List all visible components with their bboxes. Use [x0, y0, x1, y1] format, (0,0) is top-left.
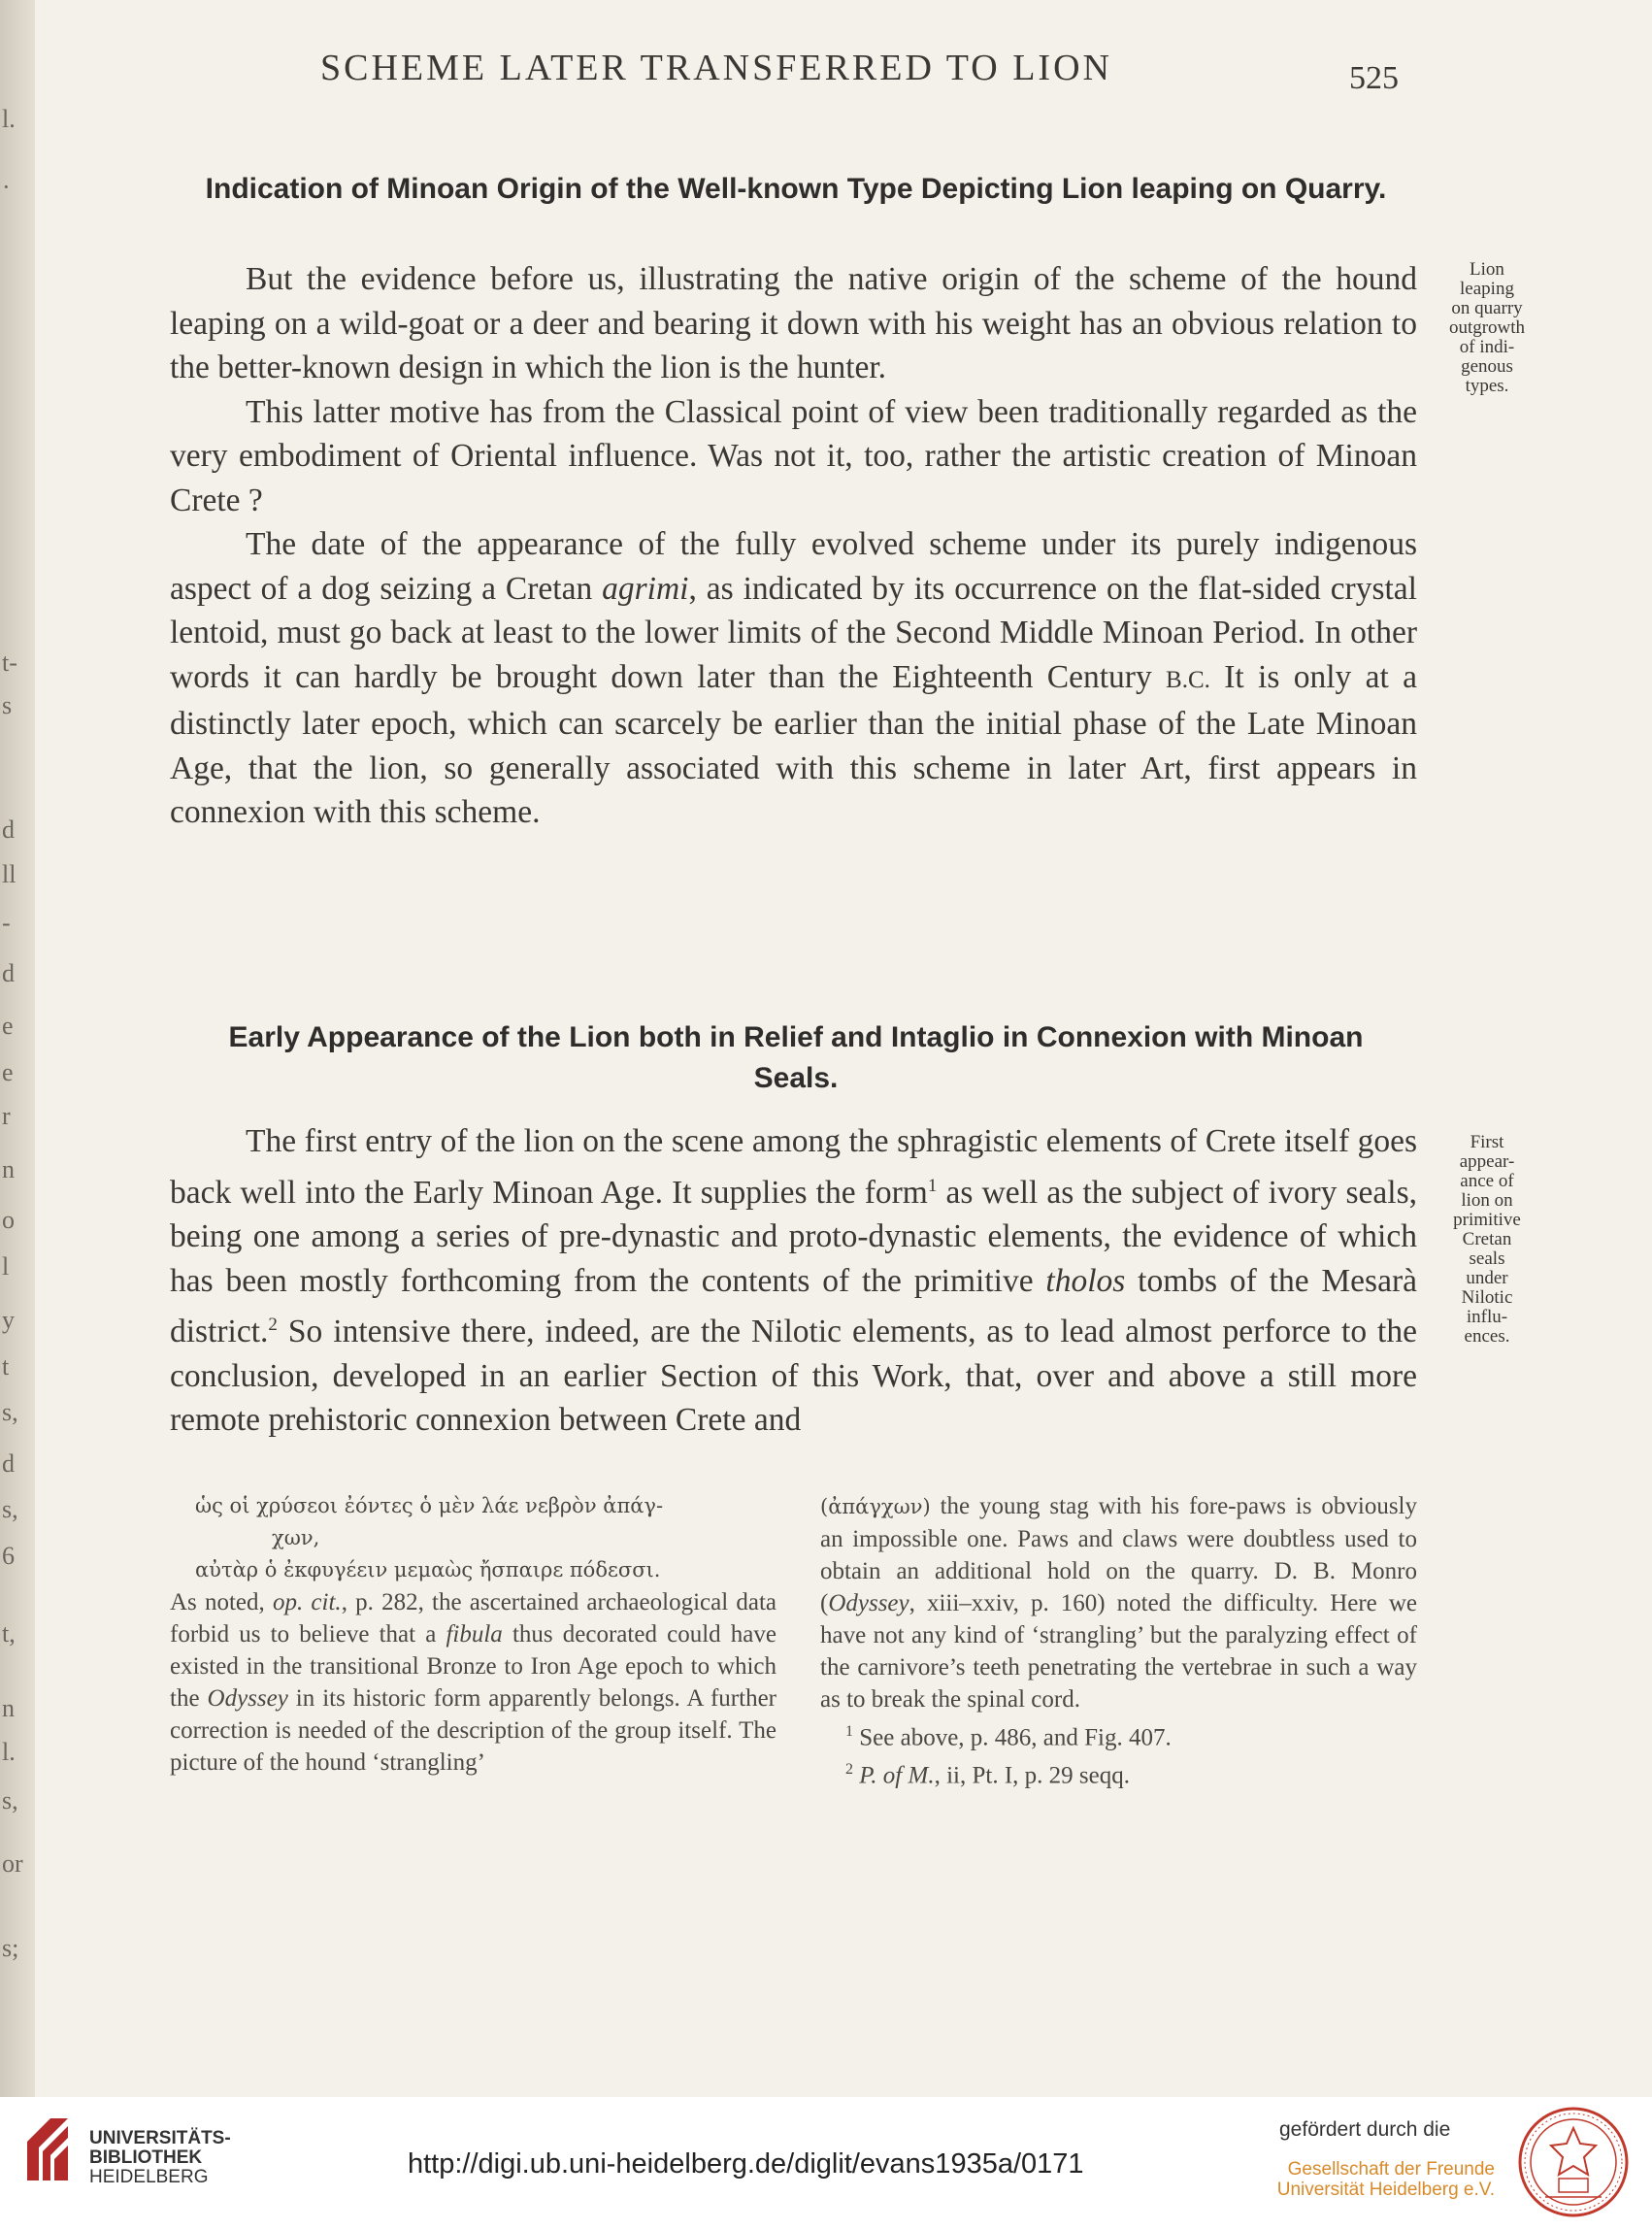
footnote-1: $^1$ See above, p. 486, and Fig. 407. — [845, 1723, 1172, 1751]
gutter-mark: e — [2, 1058, 14, 1086]
italic-term: agrimi — [602, 570, 689, 607]
gutter-mark: s, — [2, 1495, 18, 1523]
gutter-mark: y — [2, 1306, 15, 1334]
footnote-ref[interactable]: 2 — [268, 1315, 278, 1336]
gutter-mark: - — [2, 909, 11, 937]
gutter-mark: · — [2, 173, 11, 201]
paragraph: The date of the appearance of the fully evolved scheme under its purely indigenous aspect of a dog seizing a Cretan agrimi, as indicated by its occurrence on the flat-sided crystal lentoid, must go back at least to the lower limits of the Second Middle Minoan Period. In other words it can hardly be brought down later than the Eighteenth Century B.C. It is only at a distinctly later epoch, which can scarcely be earlier than the initial phase of the Late Minoan Age, that the lion, so generally associated with this scheme in later Art, first appears in connexion with this scheme. — [170, 526, 1417, 830]
running-head: SCHEME LATER TRANSFERRED TO LION — [320, 48, 1112, 88]
library-name: UNIVERSITÄTS- BIBLIOTHEK HEIDELBERG — [89, 2128, 231, 2187]
gutter-mark: s, — [2, 1786, 18, 1814]
gutter-mark: d — [2, 1449, 15, 1478]
gutter-mark: s — [2, 691, 13, 719]
binding-gutter — [0, 0, 35, 2097]
gutter-mark: l. — [2, 1738, 16, 1766]
gutter-mark: ll — [2, 860, 17, 888]
gutter-mark: r — [2, 1102, 11, 1130]
footnote-right-column — [820, 1490, 1417, 1792]
gutter-mark: e — [2, 1012, 14, 1040]
gutter-mark: t, — [2, 1619, 16, 1648]
greek-quotation: αὐτὰρ ὁ ἐκφυγέειν μεμαὼς ἤσπαιρε πόδεσσι. — [195, 1558, 661, 1581]
greek-quotation: ὡς οἱ χρύσεοι ἐόντες ὁ μὲν λάε νεβρὸν ἀπάγ- — [195, 1494, 664, 1517]
marginal-note-lion-leaping: Lion leaping on quarry outgrowth of indi- genous types. — [1448, 259, 1526, 396]
paragraph: But the evidence before us, illustrating the native origin of the scheme of the hound leaping on a wild-goat or a deer and bearing it down with his weight has an obvious relation to the better-known design in which the lion is the hunter. — [170, 261, 1417, 385]
university-seal-icon — [1516, 2105, 1631, 2219]
gutter-mark: s, — [2, 1398, 18, 1426]
section-heading-1: Indication of Minoan Origin of the Well-known Type Depicting Lion leaping on Quarry. — [205, 173, 1387, 205]
library-logo-icon[interactable] — [21, 2113, 74, 2186]
footnote-2: $^2$ P. of M., ii, Pt. I, p. 29 seqq. — [845, 1761, 1130, 1789]
section-heading-2: Early Appearance of the Lion both in Relief and Intaglio in Connexion with Minoan Seals. — [228, 1021, 1364, 1094]
gutter-mark: n — [2, 1694, 15, 1722]
footnote-left-column — [170, 1490, 776, 1779]
gutter-mark: t — [2, 1352, 10, 1381]
funded-by-label: gefördert durch die — [1279, 2118, 1451, 2141]
gutter-mark: t- — [2, 649, 17, 677]
gutter-mark: or — [2, 1849, 23, 1878]
paragraph: This latter motive has from the Classical point of view been traditionally regarded as the very embodiment of Oriental influence. Was not it, too, rather the artistic creation of Minoan Crete ? — [170, 393, 1417, 518]
paragraph: The first entry of the lion on the scene among the sphragistic elements of Crete itself goes back well into the Early Minoan Age. It supplies the form$^1$ as well as the subject of ivory seals, being one among a series of pre-dynastic and proto-dynastic elements, the evidence of which has been mostly forthcoming from the contents of the primitive tholos tombs of the Mesarà district.$^2$ So intensive there, indeed, are the Nilotic elements, as to lead almost perforce to the conclusion, developed in an earlier Section of this Work, that, over and above a still more remote prehistoric connexion between Crete and — [170, 1123, 1417, 1439]
footnote-ref[interactable]: 1 — [927, 1175, 938, 1196]
gutter-mark: n — [2, 1155, 15, 1183]
section-2-body — [170, 1119, 1417, 1443]
page-number: 525 — [1349, 60, 1399, 96]
section-1-body — [170, 257, 1417, 835]
gutter-mark: l — [2, 1252, 10, 1281]
greek-quotation: χων, — [272, 1526, 320, 1549]
gutter-mark: 6 — [2, 1542, 15, 1570]
gutter-mark: d — [2, 815, 15, 844]
gutter-mark: o — [2, 1206, 15, 1234]
society-name: Gesellschaft der Freunde Universität Heidelberg e.V. — [1276, 2159, 1495, 2200]
footnote-text: As noted, op. cit., p. 282, the ascertained archaeological data forbid us to believe that a fibula thus decorated could have existed in the transitional Bronze to Iron Age epoch to which the Odyssey in its historic form apparently belongs. A further correction is needed of the description of the group itself. The picture of the hound ‘strangling’ — [170, 1589, 776, 1776]
permalink-url[interactable]: http://digi.ub.uni-heidelberg.de/diglit/evans1935a/0171 — [408, 2148, 1084, 2180]
footnote-text: (ἀπάγχων) the young stag with his fore-paws is obviously an impossible one. Paws and claws were doubtless used to obtain an additional hold on the quarry. D. B. Monro (Odyssey, xiii–xxiv, p. 160) noted the difficulty. Here we have not any kind of ‘strangling’ but the paralyzing effect of the carnivore’s teeth penetrating the vertebrae in such a way as to break the spinal cord. — [820, 1493, 1417, 1713]
gutter-mark: s; — [2, 1934, 19, 1962]
gutter-mark: d — [2, 959, 15, 987]
gutter-mark: l. — [2, 105, 16, 133]
marginal-note-first-appearance: First appear- ance of lion on primitive Cretan seals under Nilotic influ- ences. — [1453, 1132, 1521, 1347]
